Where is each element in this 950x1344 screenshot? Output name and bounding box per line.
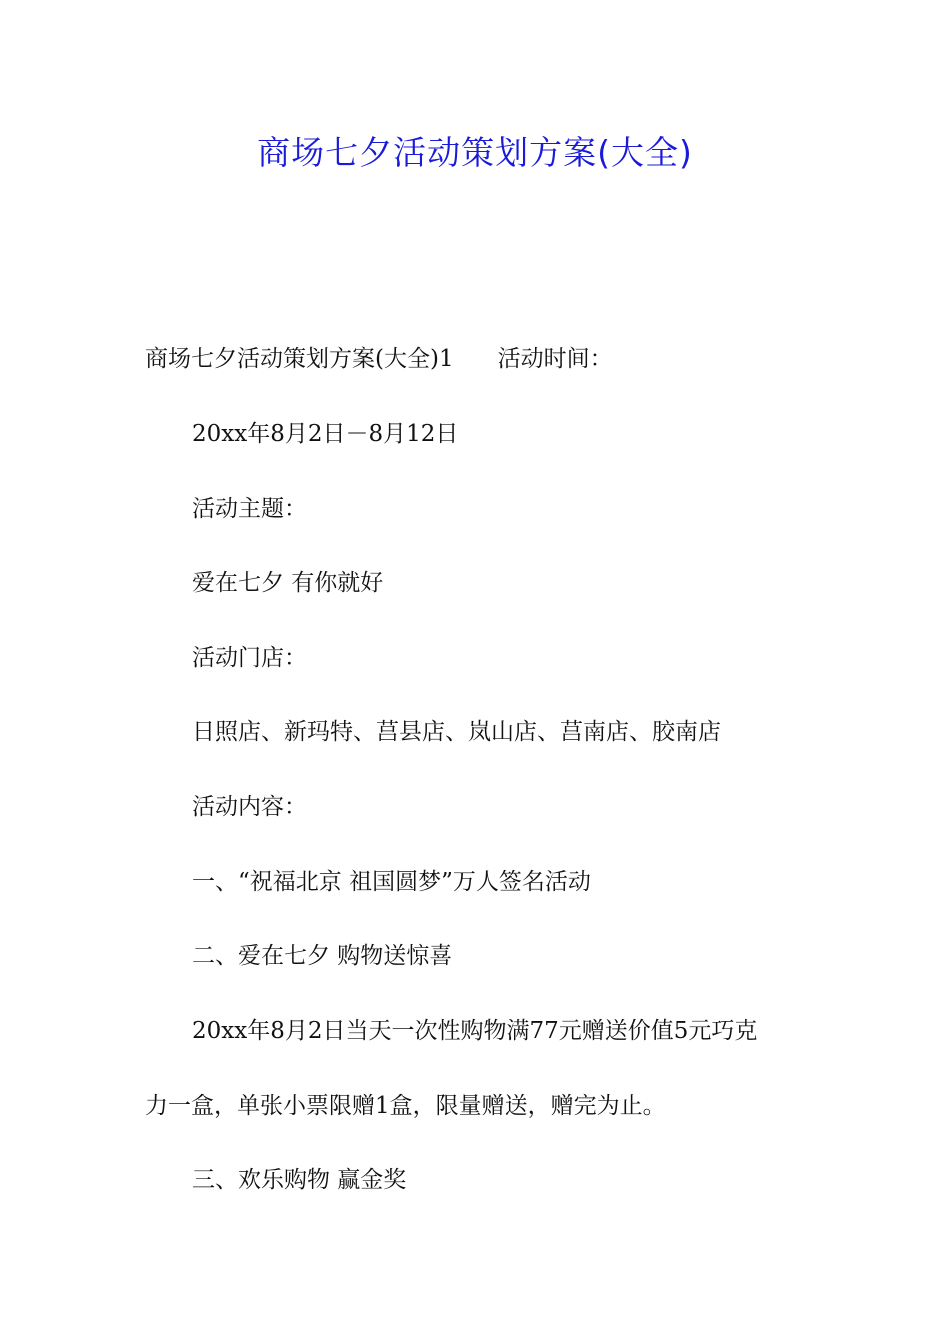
intro-label: 活动时间： [497,346,613,372]
paragraph-item-2: 二、爱在七夕 购物送惊喜 [192,943,453,969]
paragraph-content-label: 活动内容： [192,794,307,820]
intro-line [145,343,613,375]
paragraph-item-1: 一、“祝福北京 祖国圆梦”万人签名活动 [192,869,591,895]
paragraph-detail-line-1: 20xx年8月2日当天一次性购物满77元赠送价值5元巧克 [192,1018,758,1044]
paragraph-theme-label: 活动主题： [192,496,307,522]
document-title: 商场七夕活动策划方案(大全) [257,133,693,172]
paragraph-stores: 日照店、新玛特、莒县店、岚山店、莒南店、胶南店 [192,719,721,745]
paragraph-date: 20xx年8月2日－8月12日 [192,421,459,447]
paragraph-theme: 爱在七夕 有你就好 [192,570,384,596]
paragraph-detail-line-2: 力一盒，单张小票限赠1盒，限量赠送，赠完为止。 [145,1093,666,1119]
paragraph-stores-label: 活动门店： [192,645,307,671]
intro-heading: 商场七夕活动策划方案(大全)1 [145,346,454,372]
paragraph-item-3: 三、欢乐购物 赢金奖 [192,1167,407,1193]
